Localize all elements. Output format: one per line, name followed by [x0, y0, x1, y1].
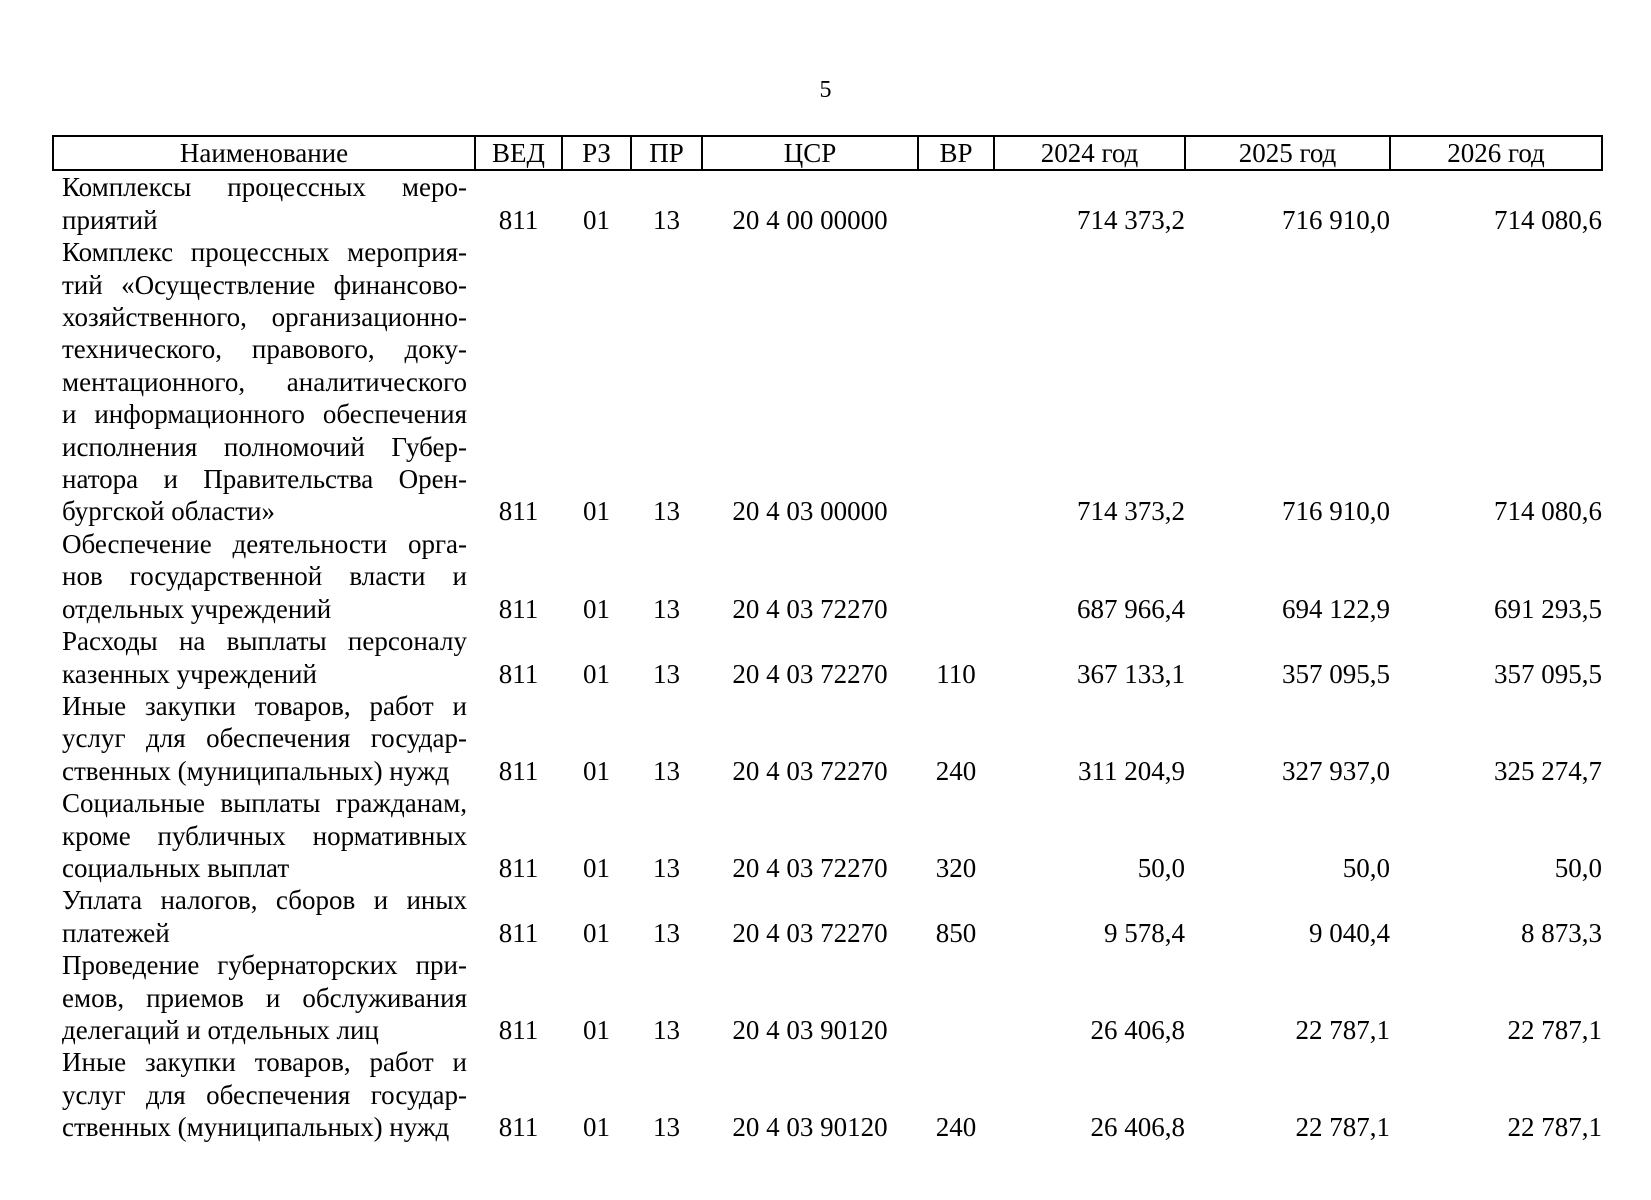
- name-line: тий «Осуществление финансово-: [62, 269, 467, 300]
- header-vr: ВР: [918, 136, 994, 170]
- cell-2026: 714 080,6: [1494, 204, 1602, 235]
- table-body: [53, 170, 1602, 1143]
- table-row: [53, 787, 1602, 884]
- name-line: ментационного, аналитического: [62, 366, 467, 397]
- cell-2026: 22 787,1: [1507, 1014, 1602, 1045]
- header-2025: 2025 год: [1185, 136, 1390, 170]
- name-line: натора и Правительства Орен-: [62, 464, 467, 495]
- name-line: технического, правового, доку-: [62, 334, 467, 365]
- cell-rz: 01: [583, 658, 610, 689]
- cell-pr: 13: [653, 852, 680, 883]
- cell-csr: 20 4 00 00000: [732, 204, 888, 235]
- name-line: социальных выплат: [62, 852, 290, 883]
- cell-name: [53, 690, 475, 787]
- cell-2025: 327 937,0: [1282, 755, 1390, 786]
- cell-csr: 20 4 03 72270: [732, 755, 888, 786]
- name-line: Иные закупки товаров, работ и: [62, 1047, 467, 1078]
- cell-2025: 50,0: [1342, 852, 1390, 883]
- cell-2025: 357 095,5: [1282, 658, 1390, 689]
- cell-rz: 01: [583, 593, 610, 624]
- cell-ved: 811: [498, 593, 539, 624]
- cell-rz: 01: [583, 1112, 610, 1143]
- name-line: Расходы на выплаты персоналу: [62, 626, 467, 657]
- cell-2024: 714 373,2: [1077, 204, 1185, 235]
- header-rz: РЗ: [562, 136, 631, 170]
- cell-vr: 110: [936, 658, 976, 689]
- name-line: делегаций и отдельных лиц: [62, 1014, 379, 1045]
- cell-2024: 367 133,1: [1077, 658, 1185, 689]
- cell-ved: 811: [498, 917, 539, 948]
- name-line: Социальные выплаты гражданам,: [62, 788, 467, 819]
- cell-pr: 13: [653, 1112, 680, 1143]
- name-line: ственных (муниципальных) нужд: [62, 755, 450, 786]
- cell-2026: 691 293,5: [1494, 593, 1602, 624]
- cell-name: [53, 528, 475, 625]
- name-line: казенных учреждений: [62, 658, 317, 689]
- cell-name: [53, 236, 475, 528]
- cell-rz: 01: [583, 917, 610, 948]
- cell-pr: 13: [653, 658, 680, 689]
- cell-pr: 13: [653, 917, 680, 948]
- cell-pr: 13: [653, 1014, 680, 1045]
- cell-2025: 716 910,0: [1282, 496, 1390, 527]
- budget-table: [52, 135, 1603, 1144]
- cell-ved: 811: [498, 755, 539, 786]
- cell-name: [53, 949, 475, 1046]
- cell-ved: 811: [498, 852, 539, 883]
- header-pr: ПР: [631, 136, 702, 170]
- cell-pr: 13: [653, 593, 680, 624]
- table-row: [53, 170, 1602, 236]
- cell-ved: 811: [498, 204, 539, 235]
- cell-2024: 9 578,4: [1104, 917, 1185, 948]
- table-row: [53, 949, 1602, 1046]
- name-line: Иные закупки товаров, работ и: [62, 690, 467, 721]
- name-line: приятий: [62, 204, 158, 235]
- header-name: Наименование: [53, 136, 475, 170]
- cell-csr: 20 4 03 90120: [732, 1014, 888, 1045]
- cell-2025: 716 910,0: [1282, 204, 1390, 235]
- table-row: [53, 236, 1602, 528]
- cell-2026: 22 787,1: [1507, 1112, 1602, 1143]
- cell-pr: 13: [653, 755, 680, 786]
- cell-rz: 01: [583, 755, 610, 786]
- name-line: емов, приемов и обслуживания: [62, 982, 467, 1013]
- cell-2025: 22 787,1: [1295, 1014, 1390, 1045]
- cell-name: [53, 787, 475, 884]
- cell-ved: 811: [498, 1014, 539, 1045]
- cell-2026: 714 080,6: [1494, 496, 1602, 527]
- cell-2024: 50,0: [1137, 852, 1185, 883]
- cell-pr: 13: [653, 204, 680, 235]
- table-row: [53, 1046, 1602, 1143]
- name-line: нов государственной власти и: [62, 561, 467, 592]
- cell-vr: 240: [935, 1112, 977, 1143]
- table-row: [53, 690, 1602, 787]
- cell-2026: 50,0: [1554, 852, 1602, 883]
- name-line: услуг для обеспечения государ-: [62, 723, 467, 754]
- name-line: хозяйственного, организационно-: [62, 302, 467, 333]
- cell-csr: 20 4 03 72270: [732, 658, 888, 689]
- name-line: Комплекс процессных мероприя-: [62, 237, 467, 268]
- name-line: Проведение губернаторских при-: [62, 950, 467, 981]
- cell-name: [53, 1046, 475, 1143]
- name-line: и информационного обеспечения: [62, 399, 467, 430]
- cell-vr: 320: [935, 852, 977, 883]
- cell-rz: 01: [583, 496, 610, 527]
- cell-csr: 20 4 03 72270: [732, 852, 888, 883]
- cell-csr: 20 4 03 72270: [732, 917, 888, 948]
- header-csr: ЦСР: [702, 136, 918, 170]
- cell-rz: 01: [583, 204, 610, 235]
- cell-vr: [918, 949, 994, 1046]
- header-2026: 2026 год: [1390, 136, 1602, 170]
- table-row: [53, 884, 1602, 949]
- cell-2026: 357 095,5: [1494, 658, 1602, 689]
- table-row: [53, 528, 1602, 625]
- header-row: [53, 136, 1602, 170]
- cell-rz: 01: [583, 852, 610, 883]
- name-line: отдельных учреждений: [62, 593, 332, 624]
- name-line: исполнения полномочий Губер-: [62, 431, 467, 462]
- cell-2024: 26 406,8: [1090, 1112, 1185, 1143]
- page-number: 5: [819, 77, 832, 103]
- name-line: бургской области»: [62, 496, 275, 527]
- table-header: [53, 136, 1602, 170]
- name-line: Комплексы процессных меро-: [62, 172, 467, 203]
- cell-csr: 20 4 03 90120: [732, 1112, 888, 1143]
- cell-ved: 811: [498, 658, 539, 689]
- cell-vr: [918, 236, 994, 528]
- cell-2024: 26 406,8: [1090, 1014, 1185, 1045]
- name-line: Уплата налогов, сборов и иных: [62, 885, 467, 916]
- cell-2025: 694 122,9: [1282, 593, 1390, 624]
- header-ved: ВЕД: [475, 136, 562, 170]
- cell-pr: 13: [653, 496, 680, 527]
- name-line: платежей: [62, 917, 170, 948]
- cell-2024: 687 966,4: [1077, 593, 1185, 624]
- cell-csr: 20 4 03 00000: [732, 496, 888, 527]
- cell-name: [53, 884, 475, 949]
- cell-ved: 811: [498, 496, 539, 527]
- name-line: ственных (муниципальных) нужд: [62, 1112, 450, 1143]
- cell-name: [53, 170, 475, 236]
- name-line: услуг для обеспечения государ-: [62, 1079, 467, 1110]
- table-row: [53, 625, 1602, 690]
- name-line: кроме публичных нормативных: [62, 820, 467, 851]
- cell-2025: 9 040,4: [1309, 917, 1390, 948]
- cell-2024: 311 204,9: [1078, 755, 1185, 786]
- cell-2026: 325 274,7: [1494, 755, 1602, 786]
- cell-ved: 811: [498, 1112, 539, 1143]
- cell-2025: 22 787,1: [1295, 1112, 1390, 1143]
- cell-rz: 01: [583, 1014, 610, 1045]
- cell-vr: [918, 528, 994, 625]
- cell-vr: 850: [935, 917, 977, 948]
- cell-vr: [918, 170, 994, 236]
- name-line: Обеспечение деятельности орга-: [62, 528, 467, 559]
- cell-csr: 20 4 03 72270: [732, 593, 888, 624]
- cell-2026: 8 873,3: [1521, 917, 1602, 948]
- cell-name: [53, 625, 475, 690]
- header-2024: 2024 год: [994, 136, 1185, 170]
- cell-vr: 240: [935, 755, 977, 786]
- cell-2024: 714 373,2: [1077, 496, 1185, 527]
